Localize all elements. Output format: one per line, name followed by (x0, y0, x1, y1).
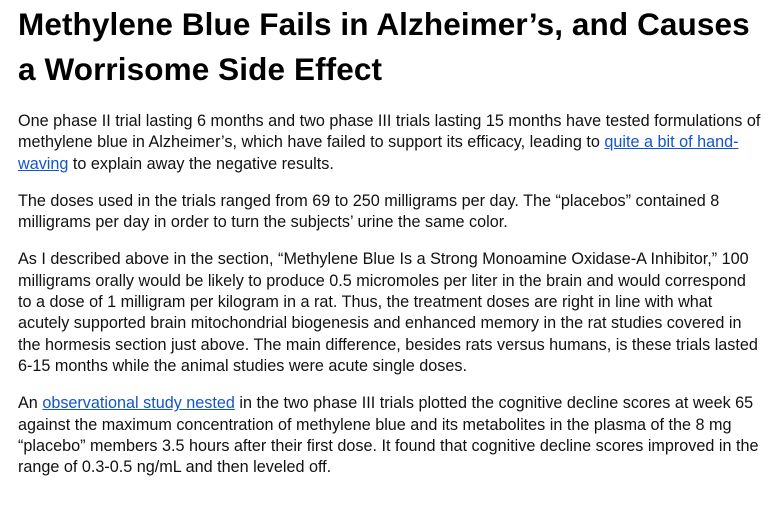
paragraph-text: in the two phase III trials plotted the cognitive decline scores at week 65 against the maximum concentration of methylene blue and its metabolites in the plasma of the 8 mg “placebo” members 3.5 hours after their first dose. It found that cognitive decline scores improved in the range of 0.3-0.5 ng/mL and then leveled off. (18, 394, 759, 477)
paragraph-text: One phase II trial lasting 6 months and two phase III trials lasting 15 months have tested formulations of methylene blue in Alzheimer’s, which have failed to support its efficacy, leading to (18, 112, 761, 152)
paragraph-text: An (18, 394, 43, 413)
paragraph-text: to explain away the negative results. (68, 154, 334, 173)
article-title: Methylene Blue Fails in Alzheimer’s, and Causes a Worrisome Side Effect (18, 6, 750, 87)
observational-study-link[interactable]: observational study nested (42, 394, 235, 413)
paragraph-mao-inhibitor: As I described above in the section, “Methylene Blue Is a Strong Monoamine Oxidase-A Inhibitor,” 100 milligrams orally would be likely to produce 0.5 micromoles per liter in the brain and would correspond to a dose of 1 milligram per kilogram in a rat. Thus, the treatment doses are right in line with what acutely supported brain mitochondrial biogenesis and enhanced memory in the rat studies covered in the hormesis section just above. The main difference, besides rats versus humans, is these trials lasted 6-15 months while the animal studies were acute single doses. (18, 250, 758, 375)
paragraph-doses: The doses used in the trials ranged from 69 to 250 milligrams per day. The “placebos” contained 8 milligrams per day in order to turn the subjects’ urine the same color. (18, 191, 720, 232)
paragraph-observational-study (18, 393, 762, 478)
paragraph-trials-overview (18, 111, 762, 175)
hand-waving-link[interactable]: quite a bit of hand-waving (18, 133, 739, 173)
